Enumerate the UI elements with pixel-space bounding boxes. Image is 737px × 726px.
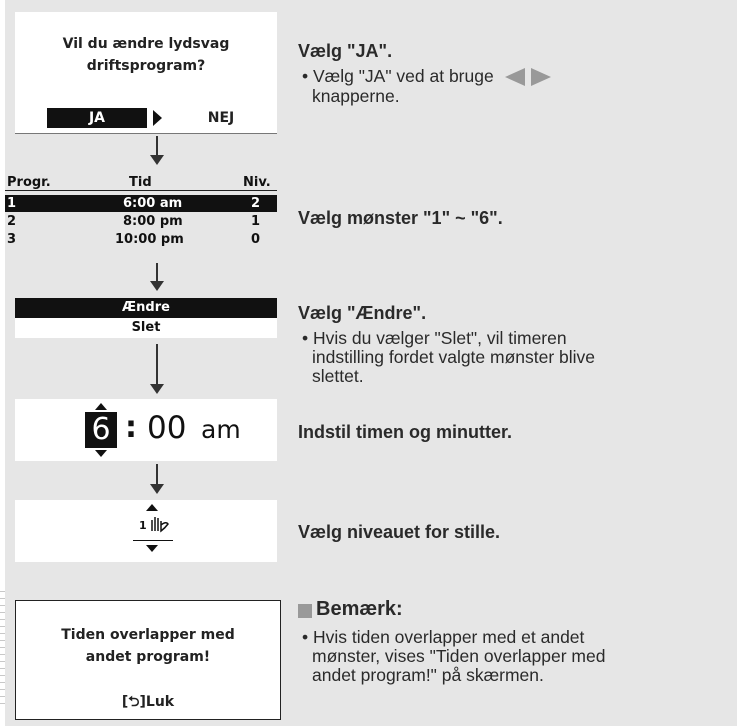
hour-field[interactable]: 6 xyxy=(85,412,117,448)
quiet-hand-icon xyxy=(146,511,172,535)
menu-item-slet[interactable]: Slet xyxy=(15,318,277,338)
instruction-panel xyxy=(5,0,737,726)
col-tid: Tid xyxy=(129,175,152,190)
row-time: 8:00 pm xyxy=(123,214,183,229)
time-separator: : xyxy=(125,410,137,445)
program-table xyxy=(5,174,277,264)
level-value: 1 xyxy=(139,519,147,532)
row-level: 0 xyxy=(251,232,261,247)
step3-bullet-line3: slettet. xyxy=(312,366,364,386)
no-button[interactable]: NEJ xyxy=(207,110,235,126)
step3-heading: Vælg "Ændre". xyxy=(298,303,427,323)
down-arrow-icon xyxy=(150,464,164,494)
note-square-icon xyxy=(298,604,312,618)
confirm-question-line1: Vil du ændre lydsvag xyxy=(62,36,230,52)
confirm-screen xyxy=(15,12,277,134)
hour-down-icon[interactable] xyxy=(95,450,107,457)
level-underline xyxy=(133,540,173,541)
step4-heading: Indstil timen og minutter. xyxy=(298,422,513,442)
row-time: 6:00 am xyxy=(123,196,183,211)
table-row[interactable] xyxy=(5,213,277,230)
table-row[interactable] xyxy=(5,195,277,212)
overlap-line1: Tiden overlapper med xyxy=(61,627,235,643)
step3-bullet-line1: • Hvis du vælger "Slet", vil timeren xyxy=(302,328,567,348)
row-level: 2 xyxy=(251,196,261,211)
row-time: 10:00 pm xyxy=(115,232,184,247)
note-bullet-line2: mønster, vises "Tiden overlapper med xyxy=(312,646,606,666)
row-number: 3 xyxy=(7,232,17,247)
note-bullet-line3: andet program!" på skærmen. xyxy=(312,665,544,685)
down-arrow-icon xyxy=(150,263,164,291)
level-screen xyxy=(15,500,277,562)
down-arrow-icon xyxy=(150,344,164,394)
table-row[interactable] xyxy=(5,231,277,248)
time-screen xyxy=(15,399,277,461)
row-number: 2 xyxy=(7,214,17,229)
edit-menu xyxy=(15,296,277,340)
row-number: 1 xyxy=(7,196,17,211)
table-header xyxy=(5,174,277,191)
close-button[interactable]: [⮌]Luk xyxy=(121,694,175,710)
step3-bullet-line2: indstilling fordet valgte mønster blive xyxy=(312,347,596,367)
step1-bullet-line2: knapperne. xyxy=(312,86,400,106)
right-arrow-icon xyxy=(153,110,162,126)
overlap-screen xyxy=(15,600,281,720)
ampm-field[interactable]: am xyxy=(201,415,241,444)
yes-button[interactable]: JA xyxy=(47,108,147,128)
minutes-field[interactable]: 00 xyxy=(147,410,187,446)
down-arrow-icon xyxy=(150,136,164,165)
level-up-icon[interactable] xyxy=(146,504,158,511)
note-heading: Bemærk: xyxy=(316,598,403,620)
right-arrow-icon xyxy=(531,68,551,86)
step1-heading: Vælg "JA". xyxy=(298,41,393,61)
left-arrow-icon xyxy=(505,68,525,86)
hour-up-icon[interactable] xyxy=(95,403,107,410)
note-bullet-line1: • Hvis tiden overlapper med et andet xyxy=(302,627,585,647)
confirm-question-line2: driftsprogram? xyxy=(86,58,206,74)
step1-bullet-line1 xyxy=(302,67,551,86)
col-progr: Progr. xyxy=(7,175,51,190)
menu-item-aendre[interactable]: Ændre xyxy=(15,298,277,318)
col-niv: Niv. xyxy=(243,175,271,190)
step5-heading: Vælg niveauet for stille. xyxy=(298,522,501,542)
overlap-line2: andet program! xyxy=(85,649,211,665)
level-down-icon[interactable] xyxy=(146,545,158,552)
step1-bullet-text: • Vælg "JA" ved at bruge xyxy=(302,66,494,86)
row-level: 1 xyxy=(251,214,261,229)
step2-heading: Vælg mønster "1" ~ "6". xyxy=(298,208,503,228)
